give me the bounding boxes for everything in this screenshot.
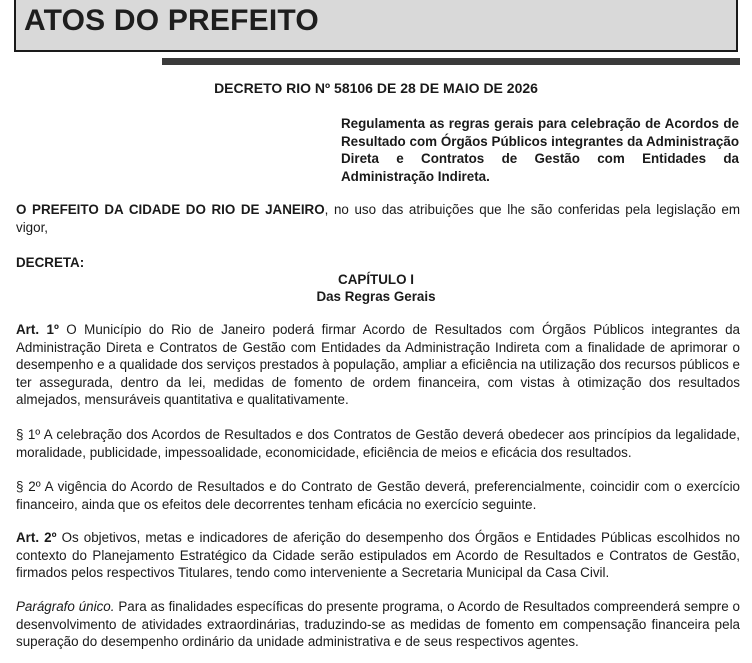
article-2: [16, 529, 740, 582]
header-shadow-bar: [162, 58, 740, 65]
article-1-label: Art. 1º: [16, 322, 59, 337]
sole-paragraph-text: Para as finalidades específicas do presente programa, o Acordo de Resultados compreenderá sempre o desenvolvimento de atividades extraordinárias, traduzindo-se as medidas de fomento em compensação financeira pela superação do desempenho ordinário da unidade administrativa e de seus respectivos agentes.: [16, 599, 740, 649]
preamble-text: , no uso das atribuições que lhe são conferidas pela legislação em vigor,: [16, 202, 741, 235]
decree-ementa: Regulamenta as regras gerais para celebração de Acordos de Resultado com Órgãos Públicos integrantes da Administração Direta e Contratos de Gestão com Entidades da Administração Indireta.: [341, 116, 739, 184]
article-1: [16, 321, 740, 409]
decree-title: DECRETO RIO Nº 58106 DE 28 DE MAIO DE 2026: [214, 80, 538, 96]
article-2-text: Os objetivos, metas e indicadores de aferição do desempenho dos Órgãos e Entidades Públicas escolhidos no contexto do Planejamento Estratégico da Cidade serão estipulados em Acordo de Resultados e Contratos de Gestão, firmados pelos respectivos Titulares, tendo como interveniente a Secretaria Municipal da Casa Civil.: [16, 530, 740, 580]
preamble: [16, 201, 740, 236]
chapter-number: CAPÍTULO I: [338, 272, 414, 287]
chapter-title: Das Regras Gerais: [316, 289, 436, 304]
section-title: ATOS DO PREFEITO: [24, 4, 319, 37]
decreta-heading: DECRETA:: [16, 255, 85, 270]
paragraph-1: § 1º A celebração dos Acordos de Resultados e dos Contratos de Gestão deverá obedecer aos princípios da legalidade, moralidade, publicidade, impessoalidade, economicidade, eficiência de meios e eficácia dos resultados.: [16, 427, 740, 460]
preamble-authority: O PREFEITO DA CIDADE DO RIO DE JANEIRO: [16, 202, 325, 217]
section-header: [14, 0, 738, 52]
article-2-label: Art. 2º: [16, 530, 57, 545]
article-1-text: O Município do Rio de Janeiro poderá firmar Acordo de Resultados com Órgãos Públicos integrantes da Administração Direta e Contratos de Gestão com Entidades da Administração Indireta com a finalidade de aprimorar o desempenho e a qualidade dos serviços prestados à população, ampliar a eficiência na utilização dos recursos públicos e ter assegurada, dentro da lei, medidas de fomento de ordem financeira, com vistas à otimização dos resultados almejados, mensuráveis quantitativa e qualitativamente.: [16, 322, 740, 407]
sole-paragraph-label: Parágrafo único.: [16, 599, 115, 614]
sole-paragraph: [16, 598, 740, 651]
paragraph-2: § 2º A vigência do Acordo de Resultados e do Contrato de Gestão deverá, preferencialmente, coincidir com o exercício financeiro, ainda que os efeitos dele decorrentes tenham eficácia no exercício seguinte.: [16, 479, 740, 512]
